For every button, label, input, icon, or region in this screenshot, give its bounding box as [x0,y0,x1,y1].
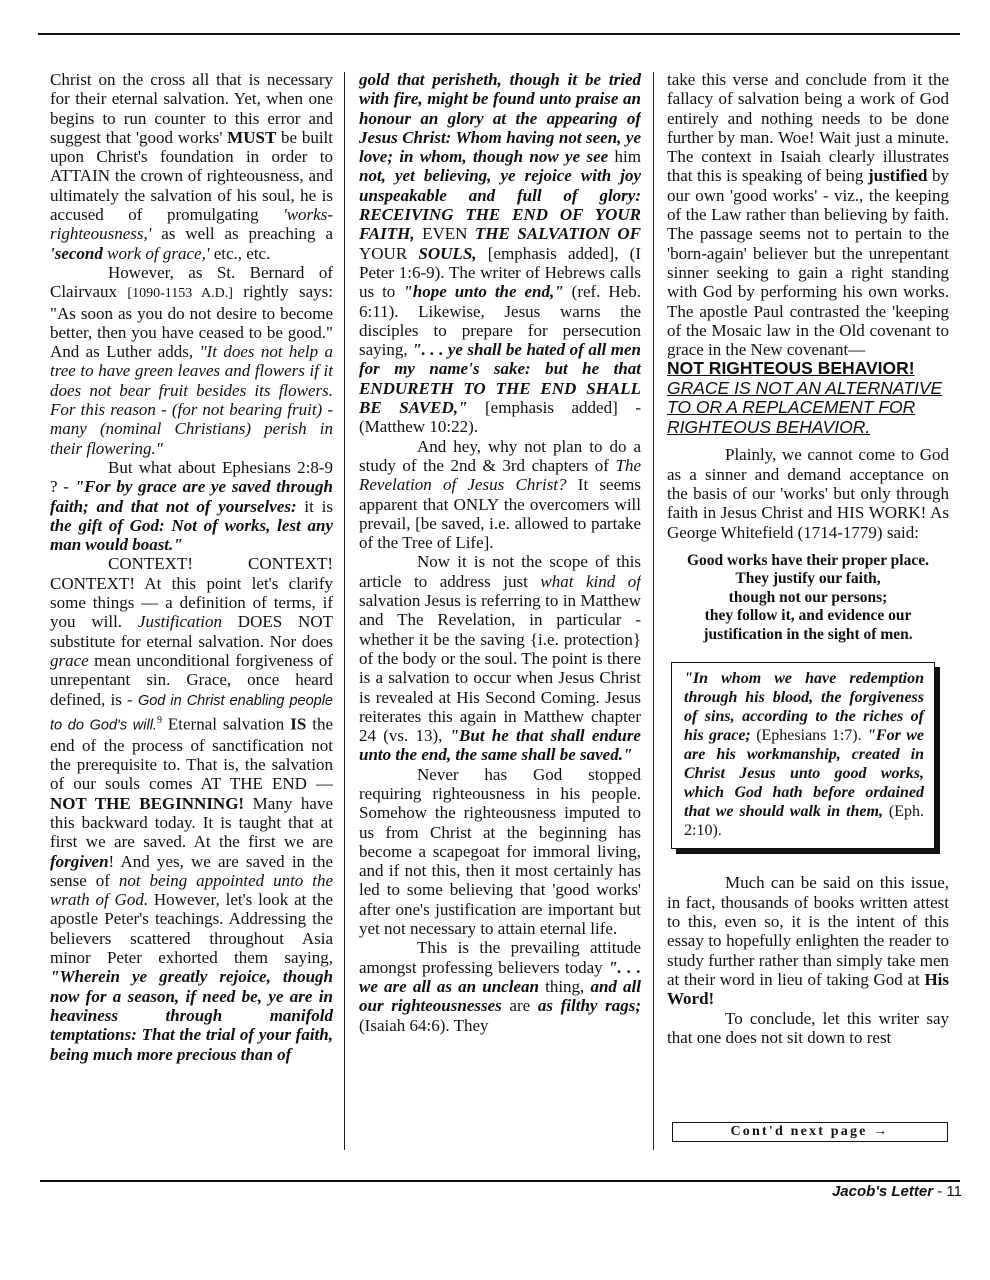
text: Eternal salvation [161,714,291,734]
text: And hey, why not plan to do a study of the 2nd & 3rd chapters of [359,436,641,475]
text: it is [296,496,333,516]
text: be built upon Christ's foundation in order to ATTAIN the crown of righteousness, and ultimately the salvation of his soul, he is accused of promulgating [50,127,333,225]
text: [emphasis added] - (Matthew 10:22). [359,398,641,437]
paragraph [667,1009,949,1048]
text: DOES NOT substitute for eternal salvation. Nor does [50,612,333,651]
emphasis-bold: MUST [227,127,277,147]
scripture-quote: as filthy rags; [537,996,641,1016]
bottom-rule [40,1180,960,1182]
emphasis-italic: grace [50,650,89,670]
quote-line: They justify our faith, [735,570,881,588]
column-1 [50,70,333,1155]
text: This is the prevailing attitude amongst professing believers today [359,938,641,977]
scripture-quote: ". . . ye shall be hated of all men for my name's sake: but he that ENDURETH TO THE END SHALL BE SAVED," [359,340,641,418]
scripture-quote: the gift of God: Not of works, lest any man would boast." [50,515,333,555]
text: It seems apparent that ONLY the overcomers will prevail, [be saved, i.e. allowed to partake of the Tree of Life]. [359,475,641,553]
text: rightly says: "As soon as you do not desire to become better, then you have ceased to be good." And as Luther adds, [50,282,333,362]
callout-line-2: GRACE IS NOT AN ALTERNATIVE TO OR A REPLACEMENT FOR RIGHTEOUS BEHAVIOR. [667,377,943,437]
emphasis-italic: work of grace,' [102,243,210,263]
emphasis-italic: The Revelation of Jesus Christ? [359,455,641,495]
text: Now it is not the scope of this article to address just [359,552,641,591]
text: him [608,147,641,167]
column-2 [359,70,641,1155]
scripture-quote: "But he that shall endure unto the end, the same shall be saved." [359,726,641,765]
text: the end of the process of sanctification not the prerequisite to. That is, the salvation of our souls comes AT THE END — [50,714,333,794]
scripture-quote: "Wherein ye greatly rejoice, though now for a season, if need be, ye are in heaviness through manifold temptations: That the trial of your faith, being much more precious than of [50,967,333,1064]
text: Never has God stopped requiring righteousness in his people. Somehow the righteousness imputed to us from Christ at the beginning has become a scapegoat for immoral living, and if not this, then it most certainly has led to some believing that 'good works' after one's justification are important but yet not necessary to attain eternal life. [359,764,641,939]
paragraph [359,70,641,437]
text: Plainly, we cannot come to God as a sinner and demand acceptance on the basis of our 'works' but only through faith in Jesus Christ and HIS WORK! As George Whitefield (1714-1779) said: [667,445,949,542]
ephesians-scripture-box [671,662,935,849]
scripture-quote: "For we are his workmanship, created in Christ Jesus unto good works, which God hath before ordained that we should walk in them, [684,727,925,821]
emphasis-italic: 'works-righteousness,' [50,205,333,244]
grace-emphasis-callout [667,359,949,437]
paragraph [667,445,949,541]
scripture-quote: THE SALVATION OF [474,224,641,244]
text: take this verse and conclude from it the fallacy of salvation being a work of God entirely and nothing needs to be done further by man. Woe! Wait just a minute. The context in Isaiah clearly illustrates that this is speaking of being [667,70,949,186]
paragraph [50,263,333,458]
continued-next-page-box: Cont'd next page → [672,1122,948,1142]
paragraph [359,938,641,1034]
text: as well as preaching a [151,224,333,244]
callout-line-1: NOT RIGHTEOUS BEHAVIOR! [667,358,915,379]
dates: [1090-1153 A.D.] [127,286,233,302]
column-divider-1 [344,72,345,1150]
emphasis-bold-italic: forgiven [50,851,109,871]
footer-separator: - [933,1183,947,1200]
paragraph [667,873,949,1008]
paragraph [50,458,333,554]
quote-line: though not our persons; [728,588,888,606]
emphasis-bold: NOT THE BEGINNING! [50,793,245,813]
page-number: 11 [946,1183,962,1200]
paragraph [667,70,949,359]
paragraph [359,765,641,939]
footnote-marker: 9 [156,714,162,726]
emphasis-bold: His Word! [667,969,949,1009]
text: mean unconditional forgiveness of unrepentant sin. Grace, once heard defined, is - [50,650,333,709]
text: (Ephesians 1:7). [750,727,868,745]
text: Much can be said on this issue, in fact, thousands of books written attest to this, even so, it is the intent of this essay to hopefully enlighten the reader to study further rather than simply take men at their word in lieu of taking God at [667,873,949,989]
text: thing, [538,976,591,996]
quote-line: Good works have their proper place. [687,551,929,569]
text: However, as St. Bernard of Clairvaux [50,262,333,302]
text: are [501,996,538,1016]
paragraph [50,70,333,263]
text: YOUR [359,243,419,263]
emphasis-bold-italic: 'second [50,243,103,263]
text: (Eph. 2:10). [684,803,924,840]
scripture-quote: SOULS, [418,243,477,263]
text: EVEN [414,224,475,244]
text: (Isaiah 64:6). They [359,1015,489,1035]
scripture-quote: "hope unto the end," [403,282,564,302]
publication-name: Jacob's Letter [831,1183,934,1200]
text: [emphasis added], (I Peter 1:6-9). The writer of Hebrews calls us to [359,243,641,302]
scripture-quote: not, yet believing, ye rejoice with joy unspeakable and full of glory: RECEIVING THE END OF YOUR FAITH, [359,166,641,244]
top-rule [38,33,960,35]
page-footer [832,1183,962,1200]
text: Christ on the cross all that is necessary for their eternal salvation. Yet, when one begins to run counter to this error and suggest that 'good works' [50,70,333,147]
text: (ref. Heb. 6:11). Likewise, Jesus warns the disciples to prepare for persecution saying, [359,282,641,360]
whitefield-quote [667,552,949,645]
text: CONTEXT! CONTEXT! CONTEXT! At this point let's clarify some things — a definition of terms, if you will. [50,554,333,632]
text: To conclude, let this writer say that one does not sit down to rest [667,1008,949,1047]
luther-quote: "It does not help a tree to have green leaves and flowers if it does not bear fruit besides its flowers. For this reason - (for not bearing fruit) - many (nominal Christians) perish in their flowering." [50,342,333,458]
column-3 [667,70,949,1155]
scripture-quote: gold that perisheth, though it be tried with fire, might be found unto praise an honour an glory at the appearing of Jesus Christ: Whom having not seen, ye love; in whom, though now ye see [359,70,641,167]
quote-line: they follow it, and evidence our [704,607,912,625]
text: etc., etc. [209,243,271,263]
emphasis-italic: what kind of [540,571,641,591]
emphasis-italic: not being appointed unto the wrath of God. [50,870,333,910]
scripture-quote: and all our righteousnesses [359,976,641,1016]
text: Many have this backward today. It is taught that at first we are saved. At the first we are [50,793,333,852]
paragraph [359,552,641,764]
text: ! And yes, we are saved in the sense of [50,851,333,890]
emphasis-bold: justified [867,166,928,186]
paragraph [50,554,333,1063]
text: by our own 'good works' - viz., the keeping of the Law rather than believing by faith. The passage seems not to pertain to the 'born-again' believer but the unrepentant sinner seeking to gain a right standing with God by performing his own works. The apostle Paul contrasted the 'keeping of the Mosaic law in the Old covenant to grace in the New covenant— [667,166,949,360]
quote-line: justification in the sight of men. [703,625,913,643]
scripture-quote: "In whom we have redemption through his blood, the forgiveness of sins, according to the riches of his grace; [684,670,924,745]
scripture-quote: ". . . we are all as an unclean [359,957,641,996]
scripture-quote: "For by grace are ye saved through faith; and that not of yourselves: [50,477,333,516]
emphasis-italic: Justification [137,612,222,632]
paragraph [359,437,641,553]
text: However, let's look at the apostle Peter's teachings. Addressing the believers scattered throughout Asia minor Peter exhorted them saying, [50,890,333,968]
text: salvation Jesus is referring to in Matthew and The Revelation, in particular - whether it be the saving {i.e. protection} of the body or the soul. The point is there is a salvation to occur when Jesus Christ is revealed at His Second Coming. Jesus reiterates this again in Matthew chapter 24 (vs. 13), [359,591,641,746]
grace-definition: God in Christ enabling people to do God's will. [50,692,333,734]
text: But what about Ephesians 2:8-9 ? - [50,457,333,497]
emphasis-bold: IS [290,714,307,734]
column-divider-2 [653,72,654,1150]
